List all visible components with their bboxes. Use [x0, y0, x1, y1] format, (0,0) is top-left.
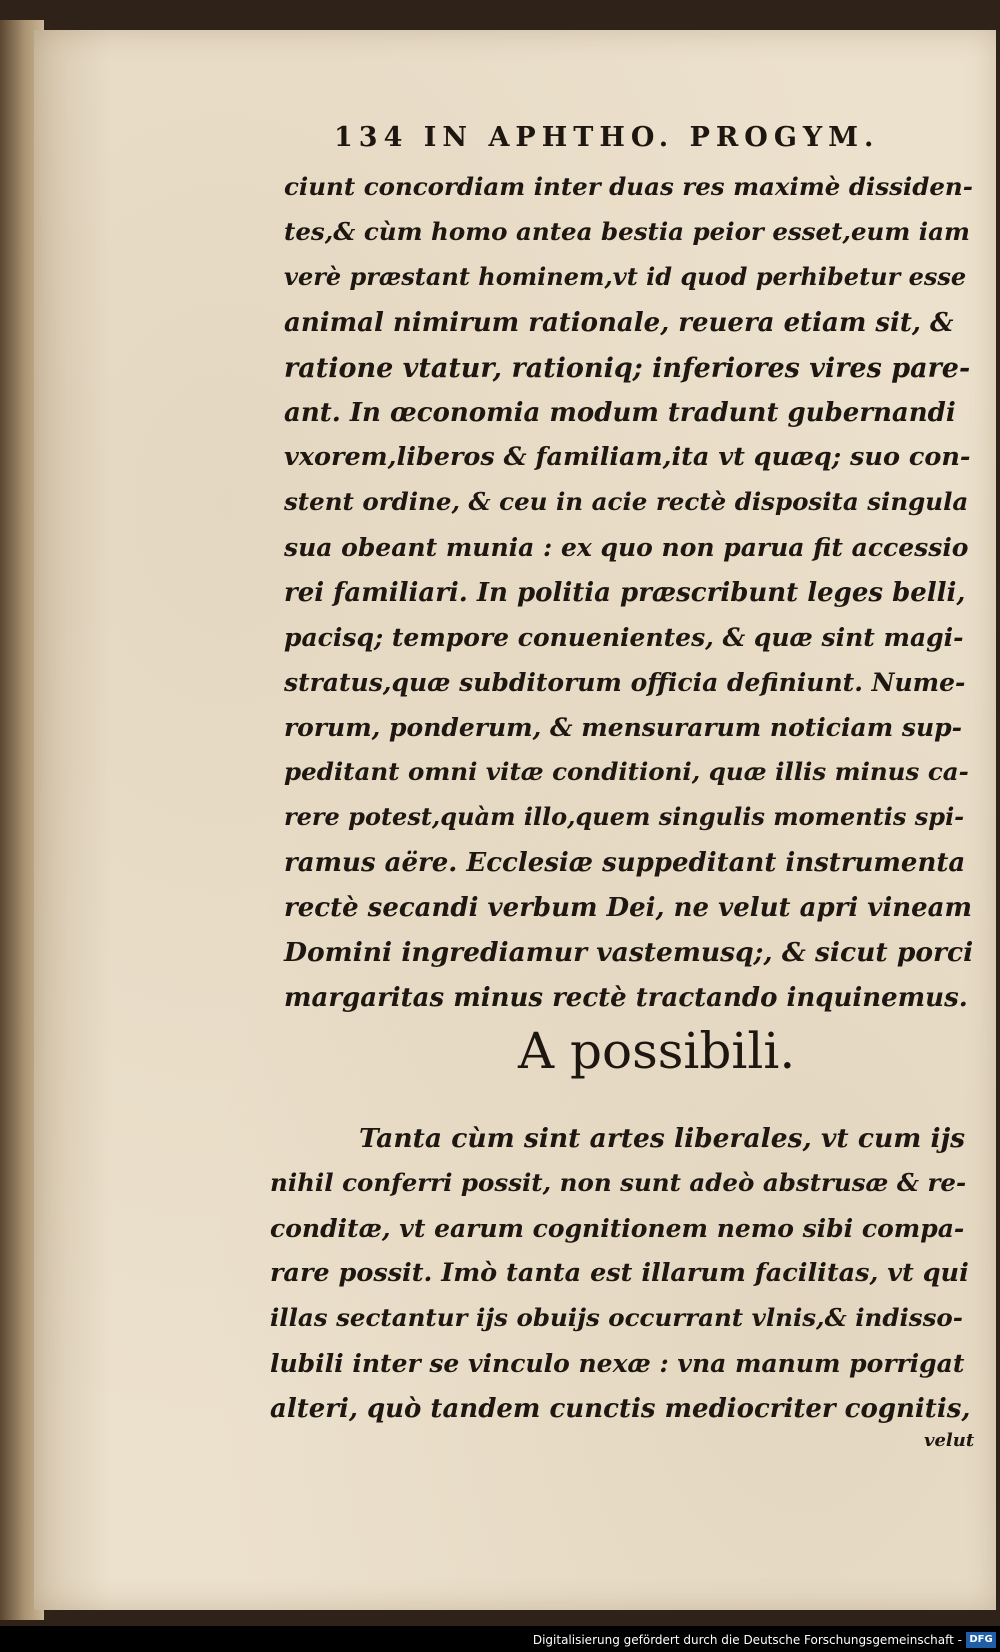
text-line-7: vxorem,liberos & familiam,ita vt quæq; suo con-: [284, 442, 971, 472]
section-heading: A possibili.: [518, 1022, 796, 1080]
running-head: 134 IN APHTHO. PROGYM.: [334, 122, 880, 153]
text-line-25: lubili inter se vinculo nexæ : vna manum porrigat: [270, 1349, 965, 1378]
text-line-15: rere potest,quàm illo,quem singulis momentis spi-: [284, 802, 965, 831]
text-line-5: ratione vtatur, rationiq; inferiores vires pare-: [284, 353, 971, 384]
text-line-3: verè præstant hominem,vt id quod perhibetur esse: [284, 262, 967, 291]
text-line-4: animal nimirum rationale, reuera etiam sit, &: [284, 308, 954, 338]
text-line-16: ramus aëre. Ecclesiæ suppeditant instrumenta: [284, 848, 966, 878]
text-line-6: ant. In œconomia modum tradunt gubernandi: [284, 398, 956, 428]
book-page: [34, 30, 996, 1610]
text-line-19: margaritas minus rectè tractando inquinemus.: [284, 983, 968, 1013]
text-line-10: rei familiari. In politia præscribunt leges belli,: [284, 578, 966, 608]
footer-bar: [0, 1626, 1000, 1652]
text-line-22: conditæ, vt earum cognitionem nemo sibi compa-: [270, 1214, 965, 1243]
text-line-11: pacisq; tempore conuenientes, & quæ sint magi-: [284, 623, 964, 652]
dfg-logo: DFG: [966, 1632, 996, 1648]
text-line-2: tes,& cùm homo antea bestia peior esset,eum iam: [284, 217, 970, 246]
text-line-13: rorum, ponderum, & mensurarum noticiam sup-: [284, 713, 962, 742]
text-line-17: rectè secandi verbum Dei, ne velut apri vineam: [284, 893, 973, 923]
text-line-21: nihil conferri possit, non sunt adeò abstrusæ & re-: [270, 1168, 967, 1197]
text-line-24: illas sectantur ijs obuijs occurrant vlnis,& indisso-: [270, 1303, 963, 1332]
text-line-9: sua obeant munia : ex quo non parua fit accessio: [284, 533, 969, 562]
text-line-23: rare possit. Imò tanta est illarum facilitas, vt qui: [270, 1258, 969, 1288]
catchword: velut: [924, 1430, 975, 1451]
text-line-1: ciunt concordiam inter duas res maximè dissiden-: [284, 172, 973, 201]
text-line-14: peditant omni vitæ conditioni, quæ illis minus ca-: [284, 757, 969, 786]
text-line-8: stent ordine, & ceu in acie rectè disposita singula: [284, 487, 969, 516]
text-line-18: Domini ingrediamur vastemusq;, & sicut porci: [284, 937, 974, 968]
text-line-26: alteri, quò tandem cunctis mediocriter cognitis,: [270, 1394, 971, 1424]
text-line-12: stratus,quæ subditorum officia definiunt. Nume-: [284, 668, 966, 697]
text-line-20: Tanta cùm sint artes liberales, vt cum ijs: [359, 1123, 966, 1154]
footer-credit-text: Digitalisierung gefördert durch die Deutsche Forschungsgemeinschaft -: [532, 1633, 962, 1647]
